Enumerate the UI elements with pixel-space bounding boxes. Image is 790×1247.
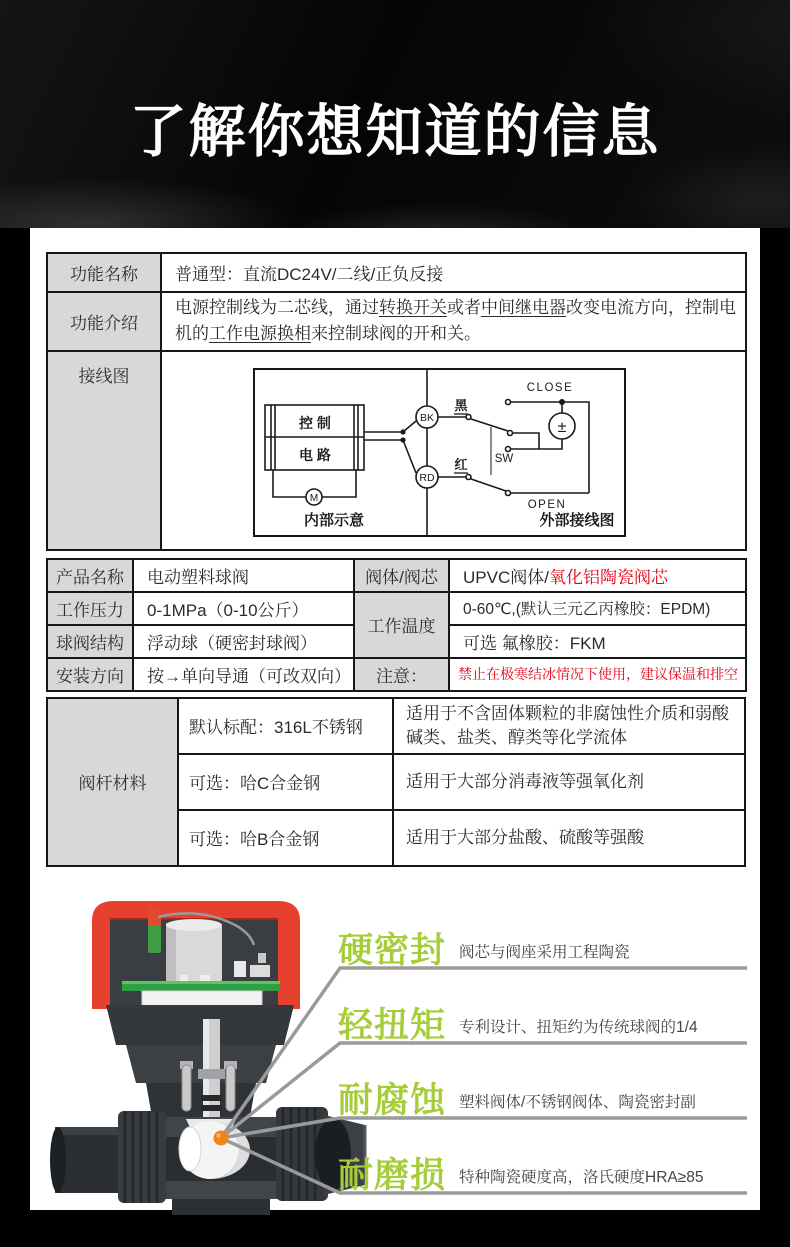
black-wire-label: 黑 [454, 397, 468, 413]
stem-desc: 适用于大部分消毒液等强氧化剂 [393, 754, 745, 810]
body-core-value: UPVC阀体/氧化铝陶瓷阀芯 [449, 559, 746, 592]
pressure-label: 工作压力 [47, 592, 133, 625]
notice-label: 注意： [354, 658, 449, 691]
temperature-optional-value: 可选 氟橡胶：FKM [449, 625, 746, 658]
notice-value: 禁止在极寒结冰情况下使用，建议保温和排空 [449, 658, 746, 691]
pressure-value: 0-1MPa（0-10公斤） [133, 592, 354, 625]
content-panel [30, 228, 760, 1210]
direction-label: 安装方向 [47, 658, 133, 691]
external-wiring-caption: 外部接线图 [539, 511, 615, 529]
feature-desc: 专利设计、扭矩约为传统球阀的1/4 [459, 1018, 698, 1036]
stem-material-header: 阀杆材料 [47, 698, 178, 866]
function-name-label: 功能名称 [47, 253, 161, 292]
feature-wear-resistant [338, 1151, 747, 1193]
product-name-label: 产品名称 [47, 559, 133, 592]
structure-label: 球阀结构 [47, 625, 133, 658]
orange-marker-dot [214, 1130, 229, 1145]
feature-desc: 阀芯与阀座采用工程陶瓷 [459, 943, 630, 961]
feature-desc: 特种陶瓷硬度高，洛氏硬度HRA≥85 [459, 1168, 704, 1186]
wiring-diagram-cell [161, 351, 746, 550]
product-name-value: 电动塑料球阀 [133, 559, 354, 592]
body-core-label: 阀体/阀芯 [354, 559, 449, 592]
stem-option: 可选：哈B合金钢 [178, 810, 393, 866]
red-wire-label: 红 [454, 456, 468, 472]
feature-light-torque [338, 1001, 747, 1043]
feature-corrosion-resistant [338, 1076, 747, 1118]
function-intro-value: 电源控制线为二芯线，通过转换开关或者中间继电器改变电流方向，控制电机的工作电源换相来控制球阀的开和关。 [161, 292, 746, 351]
feature-title: 轻扭矩 [338, 1005, 447, 1045]
page-title: 了解你想知道的信息 [129, 100, 661, 164]
stem-material-table [46, 697, 746, 867]
feature-hard-seal [338, 926, 747, 968]
structure-value: 浮动球（硬密封球阀） [133, 625, 354, 658]
direction-value: 按→单向导通（可改双向） [133, 658, 354, 691]
power-polarity-symbol: ± [557, 418, 567, 436]
stem-option: 可选：哈C合金钢 [178, 754, 393, 810]
wiring-diagram-label: 接线图 [47, 351, 161, 550]
temperature-label: 工作温度 [354, 592, 449, 658]
motor-label: M [309, 492, 319, 504]
feature-title: 耐磨损 [338, 1155, 447, 1195]
product-spec-table [46, 558, 747, 692]
stem-desc: 适用于不含固体颗粒的非腐蚀性介质和弱酸碱类、盐类、醇类等化学流体 [393, 698, 745, 754]
function-spec-table [46, 252, 747, 551]
rd-terminal-label: RD [419, 471, 435, 484]
control-label-line1: 控 制 [299, 414, 331, 431]
function-name-value: 普通型：直流DC24V/二线/正负反接 [161, 253, 746, 292]
hero-section [0, 0, 790, 228]
temperature-default-value: 0-60℃,(默认三元乙丙橡胶：EPDM) [449, 592, 746, 625]
feature-title: 耐腐蚀 [338, 1080, 447, 1120]
sw-label: SW [494, 452, 514, 465]
close-label: CLOSE [526, 381, 574, 394]
stem-option: 默认标配：316L不锈钢 [178, 698, 393, 754]
open-label: OPEN [527, 498, 567, 511]
wiring-diagram-svg [255, 370, 624, 535]
bk-terminal-label: BK [419, 411, 435, 424]
function-intro-label: 功能介绍 [47, 292, 161, 351]
stem-desc: 适用于大部分盐酸、硫酸等强酸 [393, 810, 745, 866]
feature-desc: 塑料阀体/不锈钢阀体、陶瓷密封副 [459, 1093, 696, 1111]
feature-section [30, 869, 760, 1247]
feature-title: 硬密封 [338, 930, 447, 970]
control-label-line2: 电 路 [299, 446, 331, 463]
wiring-diagram-box [253, 368, 626, 537]
internal-schematic-caption: 内部示意 [303, 511, 365, 529]
